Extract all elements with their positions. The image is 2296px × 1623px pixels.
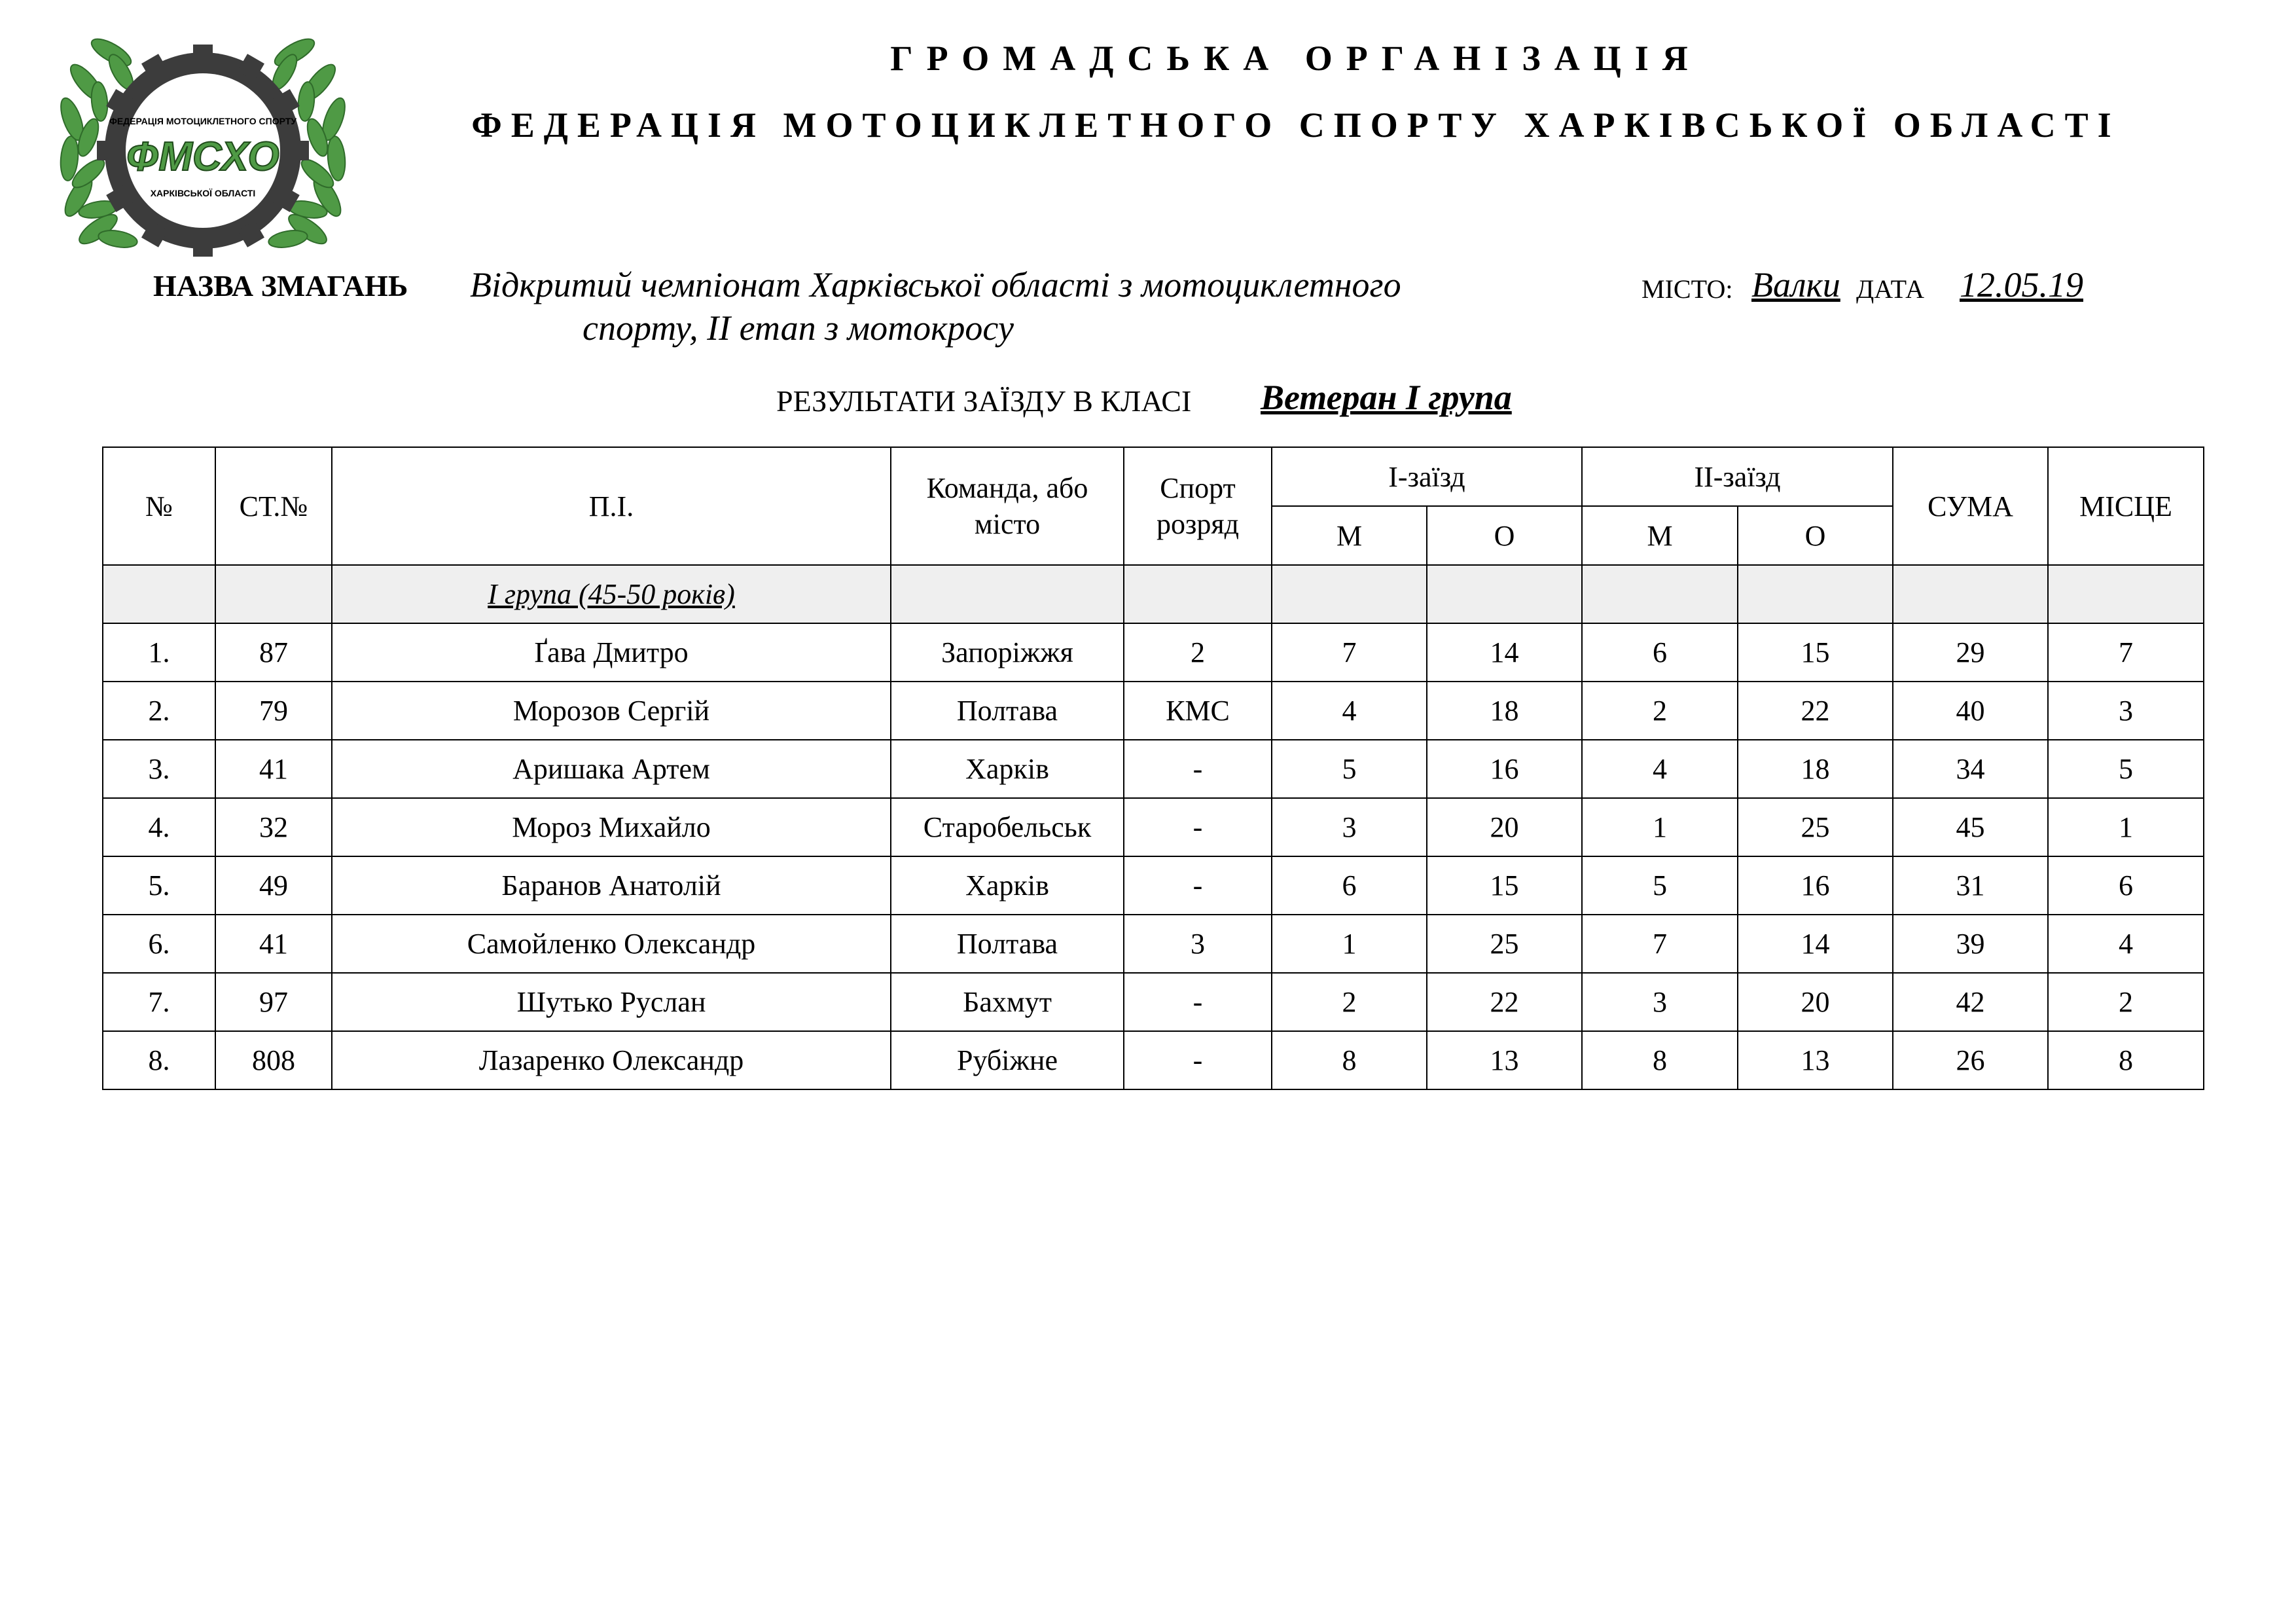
total-points: 45 (1893, 798, 2048, 856)
total-points: 34 (1893, 740, 2048, 798)
header-heat2-o: О (1738, 506, 1893, 565)
row-num: 7. (103, 973, 215, 1031)
row-num: 8. (103, 1031, 215, 1089)
rider-name: Мороз Михайло (332, 798, 891, 856)
svg-text:ФЕДЕРАЦІЯ МОТОЦИКЛЕТНОГО СПОРТ: ФЕДЕРАЦІЯ МОТОЦИКЛЕТНОГО СПОРТУ (109, 116, 297, 126)
final-place: 1 (2048, 798, 2204, 856)
date-label: ДАТА (1856, 274, 1924, 304)
header-name: П.І. (332, 447, 891, 565)
competition-name-line1: Відкритий чемпіонат Харківської області з мотоциклетного (470, 265, 1401, 304)
svg-text:ХАРКІВСЬКОЇ ОБЛАСТІ: ХАРКІВСЬКОЇ ОБЛАСТІ (150, 188, 256, 198)
heat2-points: 22 (1738, 682, 1893, 740)
heat1-points: 25 (1427, 915, 1582, 973)
svg-text:ФМСХО: ФМСХО (126, 134, 279, 179)
row-num: 6. (103, 915, 215, 973)
team-city: Запоріжжя (891, 623, 1124, 682)
sport-rank: - (1124, 740, 1272, 798)
row-num: 4. (103, 798, 215, 856)
rider-name: Самойленко Олександр (332, 915, 891, 973)
heat1-points: 16 (1427, 740, 1582, 798)
group-label: І група (45-50 років) (332, 565, 891, 623)
header-rank: Спорт розряд (1124, 447, 1272, 565)
table-row (103, 1031, 2204, 1089)
start-number: 32 (215, 798, 332, 856)
table-row (103, 915, 2204, 973)
rider-name: Аришака Артем (332, 740, 891, 798)
total-points: 39 (1893, 915, 2048, 973)
sport-rank: - (1124, 973, 1272, 1031)
heat2-points: 14 (1738, 915, 1893, 973)
heat1-points: 13 (1427, 1031, 1582, 1089)
row-num: 3. (103, 740, 215, 798)
heat1-points: 15 (1427, 856, 1582, 915)
final-place: 4 (2048, 915, 2204, 973)
heat1-place: 3 (1272, 798, 1427, 856)
sport-rank: 2 (1124, 623, 1272, 682)
results-table (102, 447, 2204, 1090)
heat2-points: 16 (1738, 856, 1893, 915)
total-points: 29 (1893, 623, 2048, 682)
rider-name: Морозов Сергій (332, 682, 891, 740)
heat1-points: 18 (1427, 682, 1582, 740)
table-row (103, 798, 2204, 856)
header-heat2-m: М (1582, 506, 1738, 565)
heat2-points: 18 (1738, 740, 1893, 798)
table-row (103, 740, 2204, 798)
header-start-num: СТ.№ (215, 447, 332, 565)
table-row (103, 856, 2204, 915)
final-place: 5 (2048, 740, 2204, 798)
start-number: 49 (215, 856, 332, 915)
rider-name: Лазаренко Олександр (332, 1031, 891, 1089)
final-place: 8 (2048, 1031, 2204, 1089)
heat1-place: 2 (1272, 973, 1427, 1031)
team-city: Рубіжне (891, 1031, 1124, 1089)
team-city: Бахмут (891, 973, 1124, 1031)
sport-rank: - (1124, 856, 1272, 915)
heat2-place: 1 (1582, 798, 1738, 856)
class-name: Ветеран І група (1261, 378, 1512, 417)
rider-name: Шутько Руслан (332, 973, 891, 1031)
header-team: Команда, або місто (891, 447, 1124, 565)
header-heat2: ІІ-заїзд (1582, 447, 1893, 506)
table-row (103, 682, 2204, 740)
team-city: Старобельськ (891, 798, 1124, 856)
team-city: Полтава (891, 682, 1124, 740)
heat1-place: 6 (1272, 856, 1427, 915)
header-place: МІСЦЕ (2048, 447, 2204, 565)
heat1-points: 22 (1427, 973, 1582, 1031)
total-points: 42 (1893, 973, 2048, 1031)
competition-name-line2: спорту, ІІ етап з мотокросу (583, 308, 1014, 348)
final-place: 6 (2048, 856, 2204, 915)
sport-rank: КМС (1124, 682, 1272, 740)
start-number: 41 (215, 740, 332, 798)
table-row (103, 623, 2204, 682)
heat1-place: 8 (1272, 1031, 1427, 1089)
total-points: 26 (1893, 1031, 2048, 1089)
row-num: 1. (103, 623, 215, 682)
heat1-place: 7 (1272, 623, 1427, 682)
heat1-place: 4 (1272, 682, 1427, 740)
rider-name: Ґава Дмитро (332, 623, 891, 682)
header-sum: СУМА (1893, 447, 2048, 565)
heat2-place: 8 (1582, 1031, 1738, 1089)
results-title: РЕЗУЛЬТАТИ ЗАЇЗДУ В КЛАСІ (776, 384, 1192, 418)
sport-rank: 3 (1124, 915, 1272, 973)
federation-logo (52, 13, 353, 275)
row-num: 2. (103, 682, 215, 740)
heat1-points: 20 (1427, 798, 1582, 856)
start-number: 79 (215, 682, 332, 740)
total-points: 31 (1893, 856, 2048, 915)
heat2-place: 7 (1582, 915, 1738, 973)
heat2-points: 20 (1738, 973, 1893, 1031)
group-row (103, 565, 2204, 623)
final-place: 3 (2048, 682, 2204, 740)
heat1-place: 1 (1272, 915, 1427, 973)
organization-type: ГРОМАДСЬКА ОРГАНІЗАЦІЯ (890, 39, 1702, 78)
heat1-points: 14 (1427, 623, 1582, 682)
header-num: № (103, 447, 215, 565)
competition-label: НАЗВА ЗМАГАНЬ (153, 269, 408, 302)
heat2-points: 13 (1738, 1031, 1893, 1089)
heat1-place: 5 (1272, 740, 1427, 798)
federation-name: ФЕДЕРАЦІЯ МОТОЦИКЛЕТНОГО СПОРТУ ХАРКІВСЬКОЇ ОБЛАСТІ (471, 105, 2121, 145)
team-city: Харків (891, 740, 1124, 798)
team-city: Харків (891, 856, 1124, 915)
start-number: 97 (215, 973, 332, 1031)
start-number: 41 (215, 915, 332, 973)
city-label: МІСТО: (1641, 274, 1733, 304)
header-heat1: І-заїзд (1272, 447, 1582, 506)
date-value: 12.05.19 (1960, 265, 2083, 304)
city-value: Валки (1751, 265, 1840, 304)
sport-rank: - (1124, 1031, 1272, 1089)
heat2-place: 6 (1582, 623, 1738, 682)
heat2-points: 15 (1738, 623, 1893, 682)
start-number: 808 (215, 1031, 332, 1089)
final-place: 2 (2048, 973, 2204, 1031)
header-heat1-m: М (1272, 506, 1427, 565)
heat2-place: 2 (1582, 682, 1738, 740)
header-heat1-o: О (1427, 506, 1582, 565)
total-points: 40 (1893, 682, 2048, 740)
heat2-place: 5 (1582, 856, 1738, 915)
heat2-place: 4 (1582, 740, 1738, 798)
sport-rank: - (1124, 798, 1272, 856)
heat2-points: 25 (1738, 798, 1893, 856)
final-place: 7 (2048, 623, 2204, 682)
start-number: 87 (215, 623, 332, 682)
table-row (103, 973, 2204, 1031)
rider-name: Баранов Анатолій (332, 856, 891, 915)
team-city: Полтава (891, 915, 1124, 973)
heat2-place: 3 (1582, 973, 1738, 1031)
row-num: 5. (103, 856, 215, 915)
